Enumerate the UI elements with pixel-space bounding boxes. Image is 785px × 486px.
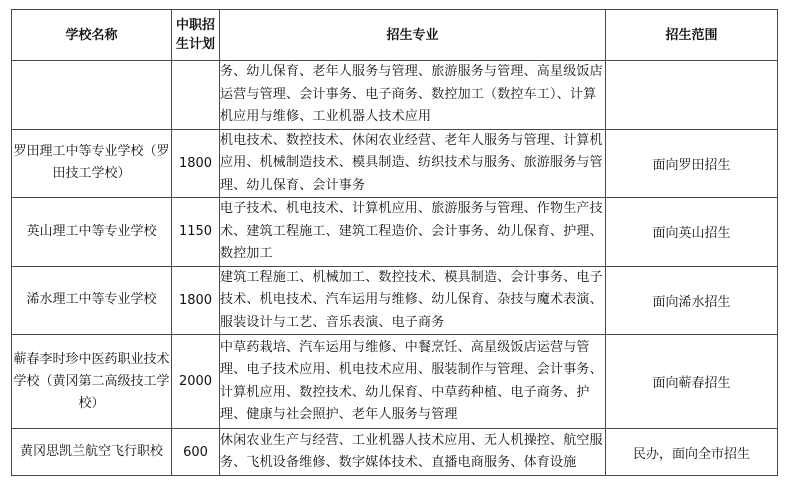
table-row (12, 198, 778, 267)
header-range: 招生范围 (606, 10, 778, 61)
majors-cell: 电子技术、机电技术、计算机应用、旅游服务与管理、作物生产技术、建筑工程施工、建筑工程造价、会计事务、幼儿保育、护理、数控加工 (220, 198, 606, 267)
majors-cell: 建筑工程施工、机械加工、数控技术、模具制造、会计事务、电子技术、机电技术、汽车运用与维修、幼儿保育、杂技与魔术表演、服装设计与工艺、音乐表演、电子商务 (220, 266, 606, 335)
range-cell: 面向罗田招生 (606, 129, 778, 198)
school-name-cell: 罗田理工中等专业学校（罗田技工学校） (12, 129, 172, 198)
header-majors: 招生专业 (220, 10, 606, 61)
plan-cell: 1800 (172, 266, 220, 335)
header-row (12, 10, 778, 61)
range-cell: 面向浠水招生 (606, 266, 778, 335)
majors-cell: 中草药栽培、汽车运用与维修、中餐烹饪、高星级饭店运营与管理、电子技术应用、机电技术应用、服装制作与管理、会计事务、计算机应用、数控技术、幼儿保育、中草药种植、电子商务、护理、健康与社会照护、老年人服务与管理 (220, 335, 606, 429)
table-row (12, 129, 778, 198)
majors-cell: 休闲农业生产与经营、工业机器人技术应用、无人机操控、航空服务、飞机设备维修、数字媒体技术、直播电商服务、体育设施 (220, 429, 606, 476)
school-name-cell: 浠水理工中等专业学校 (12, 266, 172, 335)
header-school-name: 学校名称 (12, 10, 172, 61)
range-cell: 面向英山招生 (606, 198, 778, 267)
range-cell: 面向蕲春招生 (606, 335, 778, 429)
plan-cell: 1150 (172, 198, 220, 267)
range-cell: 民办，面向全市招生 (606, 429, 778, 476)
table-row (12, 61, 778, 130)
majors-cell: 务、幼儿保育、老年人服务与管理、旅游服务与管理、高星级饭店运营与管理、会计事务、电子商务、数控加工（数控车工）、计算机应用与维修、工业机器人技术应用 (220, 61, 606, 130)
header-plan: 中职招生计划 (172, 10, 220, 61)
enrollment-table (11, 9, 778, 476)
plan-cell: 2000 (172, 335, 220, 429)
table-row (12, 429, 778, 476)
school-name-cell (12, 61, 172, 130)
plan-cell: 1800 (172, 129, 220, 198)
table-row (12, 335, 778, 429)
plan-cell: 600 (172, 429, 220, 476)
school-name-cell: 英山理工中等专业学校 (12, 198, 172, 267)
majors-cell: 机电技术、数控技术、休闲农业经营、老年人服务与管理、计算机应用、机械制造技术、模具制造、纺织技术与服务、旅游服务与管理、幼儿保育、会计事务 (220, 129, 606, 198)
school-name-cell: 蕲春李时珍中医药职业技术学校（黄冈第二高级技工学校） (12, 335, 172, 429)
table-row (12, 266, 778, 335)
plan-cell (172, 61, 220, 130)
school-name-cell: 黄冈思凯兰航空飞行职校 (12, 429, 172, 476)
range-cell (606, 61, 778, 130)
